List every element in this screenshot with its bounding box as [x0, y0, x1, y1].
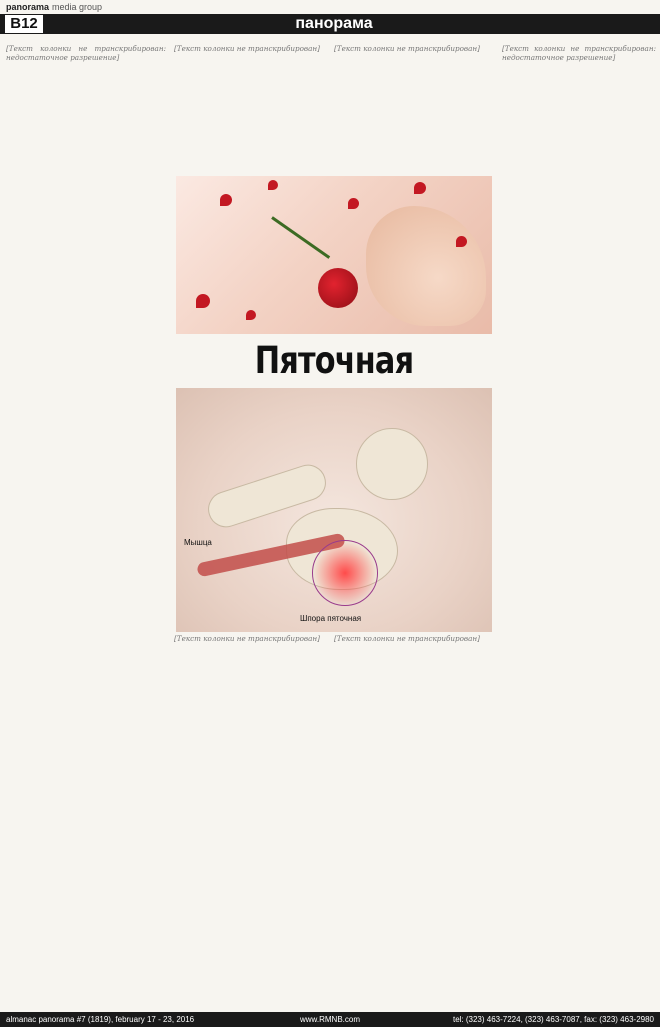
- brand-name: panorama: [6, 2, 50, 12]
- article-column-2-bottom: [Текст колонки не транскрибирован]: [174, 634, 320, 643]
- brand-group: media group: [52, 2, 103, 12]
- anatomy-illustration: [176, 388, 492, 632]
- masthead: [0, 0, 660, 14]
- rose-stem: [271, 216, 330, 259]
- article-column-1: [Текст колонки не транскрибирован: недостаточное разрешение]: [6, 44, 166, 63]
- article-column-3-bottom: [Текст колонки не транскрибирован]: [334, 634, 480, 643]
- petal: [196, 294, 210, 308]
- petal: [220, 194, 232, 206]
- page-footer: [0, 1012, 660, 1027]
- petal: [414, 182, 426, 194]
- page-number: B12: [4, 14, 44, 34]
- heel-spur-highlight: [312, 540, 378, 606]
- petal: [268, 180, 278, 190]
- foot-shape: [366, 206, 486, 326]
- article-headline: Пяточная: [254, 339, 414, 382]
- heel-spur-label: Шпора пяточная: [300, 614, 362, 623]
- footer-issue: almanac panorama #7 (1819), february 17 - 23, 2016: [6, 1015, 195, 1024]
- article-column-3-top: [Текст колонки не транскрибирован]: [334, 44, 480, 53]
- petal: [456, 236, 467, 247]
- ankle-bone: [356, 428, 428, 500]
- footer-website: www.RMNB.com: [300, 1015, 361, 1024]
- footer-contacts: tel: (323) 463-7224, (323) 463-7087, fax: (323) 463-2980: [452, 1015, 654, 1024]
- rose: [318, 268, 358, 308]
- petal: [348, 198, 359, 209]
- article-column-4: [Текст колонки не транскрибирован: недостаточное разрешение]: [502, 44, 656, 63]
- article-column-2-top: [Текст колонки не транскрибирован]: [174, 44, 320, 53]
- hero-photo-foot-rose: [176, 176, 492, 334]
- muscle-label: Мышца: [184, 538, 212, 547]
- petal: [246, 310, 256, 320]
- section-title: панорама: [295, 15, 373, 32]
